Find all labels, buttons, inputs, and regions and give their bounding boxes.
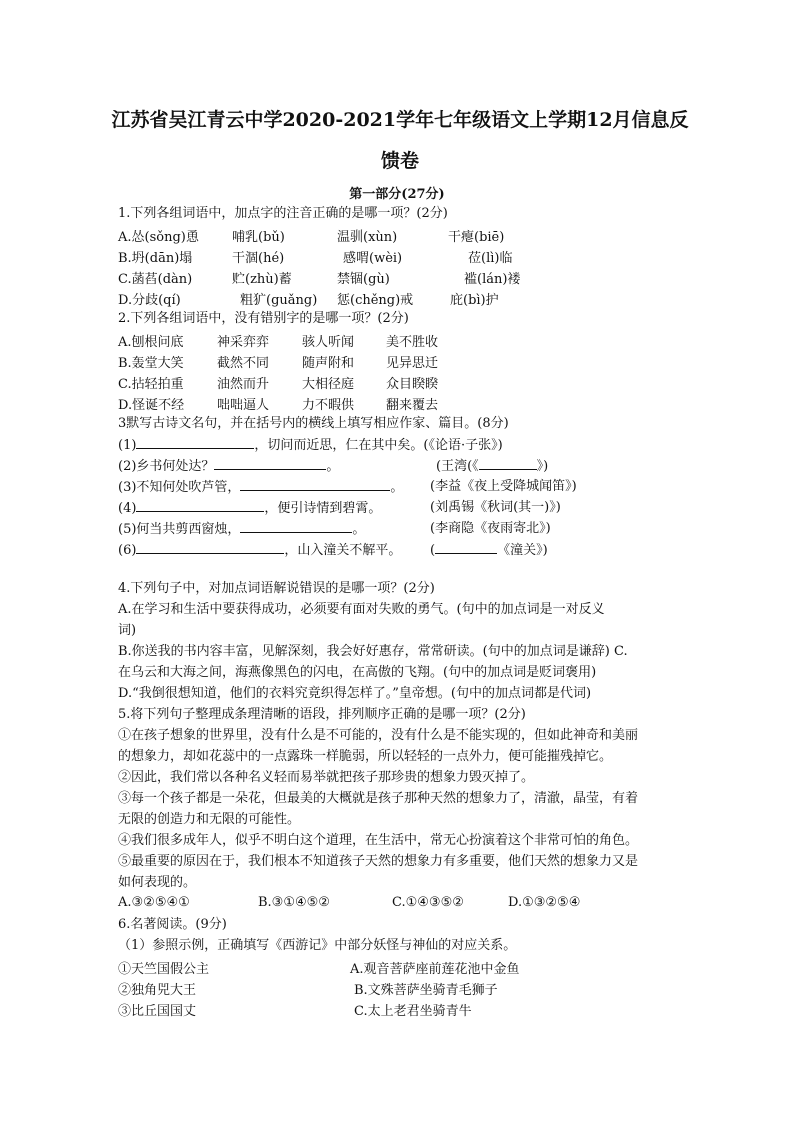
- q2-option-c-4: 众目睽睽: [386, 377, 439, 392]
- q3-item-2-source-suffix: 》): [536, 459, 549, 474]
- q1-option-d-4: 庇(bì)护: [450, 293, 499, 308]
- q3-item-2-blank[interactable]: [214, 457, 326, 470]
- q5-line-9: 如何表现的。: [118, 875, 197, 890]
- q3-item-3-blank[interactable]: [240, 478, 390, 491]
- q5-option-d: D.①③②⑤④: [508, 895, 581, 910]
- q5-option-c: C.①④③⑤②: [392, 895, 464, 910]
- q1-option-d-1: D.分歧(qí): [118, 293, 181, 308]
- q5-line-5: ③每一个孩子都是一朵花，但最美的大概就是孩子那种天然的想象力了，清澈，晶莹，有着: [118, 791, 639, 806]
- q1-option-a-3: 温驯(xùn): [337, 230, 398, 245]
- q6-left-item-2: ②独角兕大王: [118, 983, 197, 998]
- q3-item-3-prefix: (3)不知何处吹芦管，: [118, 480, 241, 495]
- q3-item-1-prefix: (1): [118, 438, 137, 453]
- q3-item-6-source-prefix: (: [430, 543, 436, 558]
- q4-line-1: 4.下列句子中，对加点词语解说错误的是哪一项？(2分): [118, 581, 435, 596]
- q2-option-b-1: B.轰堂大笑: [118, 356, 184, 371]
- q2-option-b-2: 截然不同: [217, 356, 270, 371]
- section-heading: 第一部分(27分): [349, 187, 445, 202]
- q2-option-d-2: 咄咄逼人: [217, 398, 270, 413]
- q3-item-6-source: [430, 541, 548, 559]
- q1-option-b-3: 感喟(wèi): [343, 251, 403, 266]
- q3-item-6-source-suffix: 《潼关》): [497, 543, 548, 558]
- q4-line-6: D.“我倒很想知道，他们的衣料究竟织得怎样了。”皇帝想。(句中的加点词都是代词): [118, 686, 592, 701]
- q4-line-5: 在乌云和大海之间，海燕像黑色的闪电，在高傲的飞翔。(句中的加点词是贬词褒用): [118, 665, 597, 680]
- q1-option-d-2: 粗犷(guǎng): [240, 293, 318, 308]
- q3-item-1-blank[interactable]: [136, 436, 254, 449]
- q3-item-6-text: ，山入潼关不解平。: [284, 543, 402, 558]
- q3-item-2-text: 。: [326, 459, 340, 474]
- q3-item-6-source-blank[interactable]: [435, 541, 497, 554]
- q5-line-3: 的想象力，却如花蕊中的一点露珠一样脆弱，所以轻轻的一点外力，便可能摧残掉它。: [118, 749, 613, 764]
- q3-item-1: [118, 436, 503, 454]
- q2-option-c-3: 大相径庭: [302, 377, 355, 392]
- q1-option-a-1: A.怂(sǒng)恿: [118, 230, 199, 245]
- q3-item-2-source-blank[interactable]: [479, 457, 537, 470]
- q6-right-item-b: B.文殊菩萨坐骑青毛狮子: [354, 983, 498, 998]
- q2-option-d-4: 翻来覆去: [386, 398, 439, 413]
- q5-line-2: ①在孩子想象的世界里，没有什么是不可能的，没有什么是不能实现的，但如此神奇和美丽: [118, 728, 639, 743]
- q1-option-b-1: B.坍(dān)塌: [118, 251, 193, 266]
- q2-option-c-2: 油然而升: [217, 377, 270, 392]
- q2-option-a-3: 骇人听闻: [302, 335, 355, 350]
- q4-line-4: B.你送我的书内容丰富，见解深刻，我会好好惠存，常常研读。(句中的加点词是谦辞) C.: [118, 644, 628, 659]
- q3-item-3: [118, 478, 403, 496]
- q1-option-a-4: 干瘪(biē): [448, 230, 505, 245]
- q1-option-b-4: 莅(lì)临: [468, 251, 513, 266]
- q3-item-2-source: [436, 457, 548, 475]
- q1-stem: 1.下列各组词语中，加点字的注音正确的是哪一项？(2分): [118, 206, 448, 221]
- q3-item-5: [118, 520, 365, 538]
- q5-line-8: ⑤最重要的原因在于，我们根本不知道孩子天然的想象力有多重要，他们天然的想象力又是: [118, 854, 639, 869]
- q3-item-2-source-prefix: (王湾(《: [436, 459, 479, 474]
- document-title-line2: 馈卷: [380, 150, 419, 172]
- q6-left-item-1: ①天竺国假公主: [118, 962, 210, 977]
- q3-item-4: [118, 499, 381, 517]
- q3-stem: 3默写古诗文名句，并在括号内的横线上填写相应作家、篇目。(8分): [118, 416, 509, 431]
- q2-option-c-1: C.拈轻拍重: [118, 377, 184, 392]
- q5-line-1: 5.将下列句子整理成条理清晰的语段，排列顺序正确的是哪一项？(2分): [118, 707, 526, 722]
- q6-stem: 6.名著阅读。(9分): [118, 917, 227, 932]
- q2-stem: 2.下列各组词语中，没有错别字的是哪一项？(2分): [118, 311, 409, 326]
- q1-option-d-3: 惩(chěng)戒: [337, 293, 414, 308]
- q2-option-b-4: 见异思迁: [386, 356, 439, 371]
- q3-item-5-blank[interactable]: [240, 520, 352, 533]
- q3-item-3-text: 。: [390, 480, 404, 495]
- q3-item-6: [118, 541, 401, 559]
- q2-option-a-1: A.刨根问底: [118, 335, 184, 350]
- q2-option-d-3: 力不暇供: [302, 398, 355, 413]
- q5-option-b: B.③①④⑤②: [258, 895, 330, 910]
- q6-right-item-a: A.观音菩萨座前莲花池中金鱼: [350, 962, 520, 977]
- q4-line-3: 词): [118, 623, 137, 638]
- q3-item-5-text: 。: [352, 522, 366, 537]
- q2-option-d-1: D.怪诞不经: [118, 398, 185, 413]
- q5-line-7: ④我们很多成年人，似乎不明白这个道理，在生活中，常无心扮演着这个非常可怕的角色。: [118, 833, 639, 848]
- q2-option-b-3: 随声附和: [302, 356, 355, 371]
- q3-item-5-source: (李商隐《夜雨寄北》): [430, 521, 551, 536]
- q6-sub-question: （1）参照示例，正确填写《西游记》中部分妖怪与神仙的对应关系。: [118, 938, 517, 953]
- q3-item-4-blank[interactable]: [136, 499, 264, 512]
- q3-item-6-prefix: (6): [118, 543, 137, 558]
- q3-item-4-text: ，便引诗情到碧霄。: [264, 501, 382, 516]
- q2-option-a-2: 神采弈弈: [217, 335, 270, 350]
- q1-option-c-4: 褴(lán)褛: [464, 272, 521, 287]
- q3-item-4-prefix: (4): [118, 501, 137, 516]
- q3-item-4-source: (刘禹锡《秋词(其一)》): [430, 500, 561, 515]
- q1-option-c-3: 禁锢(gù): [337, 272, 390, 287]
- q3-item-3-source: (李益《夜上受降城闻笛》): [430, 479, 577, 494]
- q3-item-2: [118, 457, 339, 475]
- q4-line-2: A.在学习和生活中要获得成功，必须要有面对失败的勇气。(句中的加点词是一对反义: [118, 602, 605, 617]
- q6-right-item-c: C.太上老君坐骑青牛: [354, 1004, 472, 1019]
- q2-option-a-4: 美不胜收: [386, 335, 439, 350]
- q1-option-c-2: 贮(zhù)蓄: [232, 272, 292, 287]
- q5-line-6: 无限的创造力和无限的可能性。: [118, 812, 301, 827]
- q3-item-5-prefix: (5)何当共剪西窗烛，: [118, 522, 241, 537]
- q5-line-4: ②因此，我们常以各种名义轻而易举就把孩子那珍贵的想象力毁灭掉了。: [118, 770, 535, 785]
- q1-option-b-2: 干涸(hé): [232, 251, 285, 266]
- q6-left-item-3: ③比丘国国丈: [118, 1004, 197, 1019]
- q3-item-2-prefix: (2)乡书何处达？: [118, 459, 215, 474]
- q3-item-1-text: ，切问而近思，仁在其中矣。(《论语·子张》): [254, 438, 503, 453]
- q1-option-c-1: C.菡萏(dàn): [118, 272, 193, 287]
- document-title-line1: 江苏省吴江青云中学2020-2021学年七年级语文上学期12月信息反: [111, 109, 689, 131]
- q3-item-6-blank[interactable]: [136, 541, 284, 554]
- q1-option-a-2: 哺乳(bǔ): [232, 230, 285, 245]
- q5-option-a: A.③②⑤④①: [118, 895, 190, 910]
